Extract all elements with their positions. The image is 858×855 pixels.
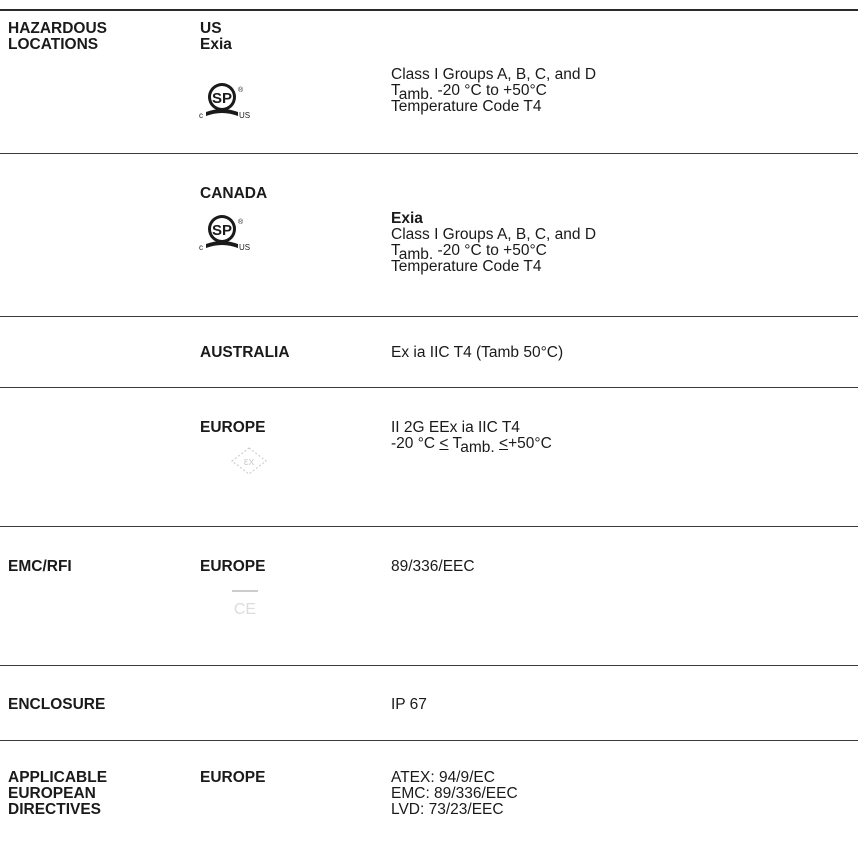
csa-c-mark: c (199, 243, 203, 252)
spec-line: Class I Groups A, B, C, and D (391, 226, 597, 243)
region-australia: AUSTRALIA (200, 344, 290, 361)
divider (0, 665, 858, 666)
directive-line: LVD: 73/23/EEC (391, 801, 504, 818)
csa-c-mark: c (199, 111, 203, 120)
spec-heading: Exia (391, 210, 423, 227)
csa-logo-letters: SP (211, 222, 233, 239)
region-subtitle: Exia (200, 36, 232, 53)
le-symbol: < (499, 435, 509, 452)
enclosure-spec: IP 67 (391, 696, 427, 713)
category-line: HAZARDOUS (8, 20, 108, 37)
tamb-T: T (391, 242, 399, 259)
emc-spec: 89/336/EEC (391, 558, 475, 575)
ce-mark-icon (230, 590, 260, 627)
le-symbol: < (439, 435, 449, 452)
region-europe: EUROPE (200, 769, 266, 786)
csa-us-mark: US (239, 243, 251, 252)
divider (0, 316, 858, 317)
tamb-subscript: amb. (398, 86, 434, 103)
tamb-T: T (448, 435, 461, 452)
csa-registered-mark: ® (238, 87, 244, 94)
divider (0, 387, 858, 388)
category-line: EUROPEAN (8, 785, 96, 802)
category-hazardous-locations (8, 21, 107, 53)
tamb-min: -20 °C (391, 435, 440, 452)
directive-line: ATEX: 94/9/EC (391, 769, 495, 786)
ex-mark-icon (228, 446, 270, 481)
tamb-range: -20 °C to +50°C (437, 82, 547, 99)
region-europe: EUROPE (200, 419, 266, 436)
tamb-line (391, 435, 552, 456)
canada-spec (391, 211, 596, 275)
tamb-line (391, 242, 596, 263)
category-emc-rfi: EMC/RFI (8, 558, 72, 575)
spec-line: II 2G EEx ia IIC T4 (391, 419, 520, 436)
divider (0, 740, 858, 741)
australia-spec: Ex ia IIC T4 (Tamb 50°C) (391, 344, 564, 361)
us-spec (391, 67, 596, 115)
category-enclosure: ENCLOSURE (8, 696, 106, 713)
region-europe: EUROPE (200, 558, 266, 575)
spec-line: Temperature Code T4 (391, 98, 542, 115)
category-line: APPLICABLE (8, 769, 108, 786)
directive-line: EMC: 89/336/EEC (391, 785, 518, 802)
csa-logo-icon (198, 214, 270, 259)
category-line: LOCATIONS (8, 36, 99, 53)
svg-text:CE: CE (233, 601, 257, 618)
europe-spec (391, 419, 552, 456)
tamb-max: +50°C (508, 435, 552, 452)
divider (0, 526, 858, 527)
tamb-range: -20 °C to +50°C (437, 242, 547, 259)
region-us (200, 21, 232, 53)
divider (0, 153, 858, 154)
csa-registered-mark: ® (238, 219, 244, 226)
svg-text:εx: εx (243, 456, 255, 468)
region-canada: CANADA (200, 185, 268, 202)
category-line: DIRECTIVES (8, 801, 102, 818)
tamb-subscript: amb. (460, 439, 495, 456)
directives-spec (391, 770, 518, 818)
tamb-line (391, 82, 596, 103)
tamb-subscript: amb. (398, 246, 434, 263)
region-label: US (200, 20, 222, 37)
csa-logo-letters: SP (211, 90, 233, 107)
top-rule (0, 9, 858, 11)
csa-us-mark: US (239, 111, 251, 120)
tamb-T: T (391, 82, 399, 99)
csa-logo-icon (198, 82, 270, 127)
category-applicable-european-directives (8, 770, 107, 818)
spec-line: Class I Groups A, B, C, and D (391, 66, 597, 83)
spec-line: Temperature Code T4 (391, 258, 542, 275)
